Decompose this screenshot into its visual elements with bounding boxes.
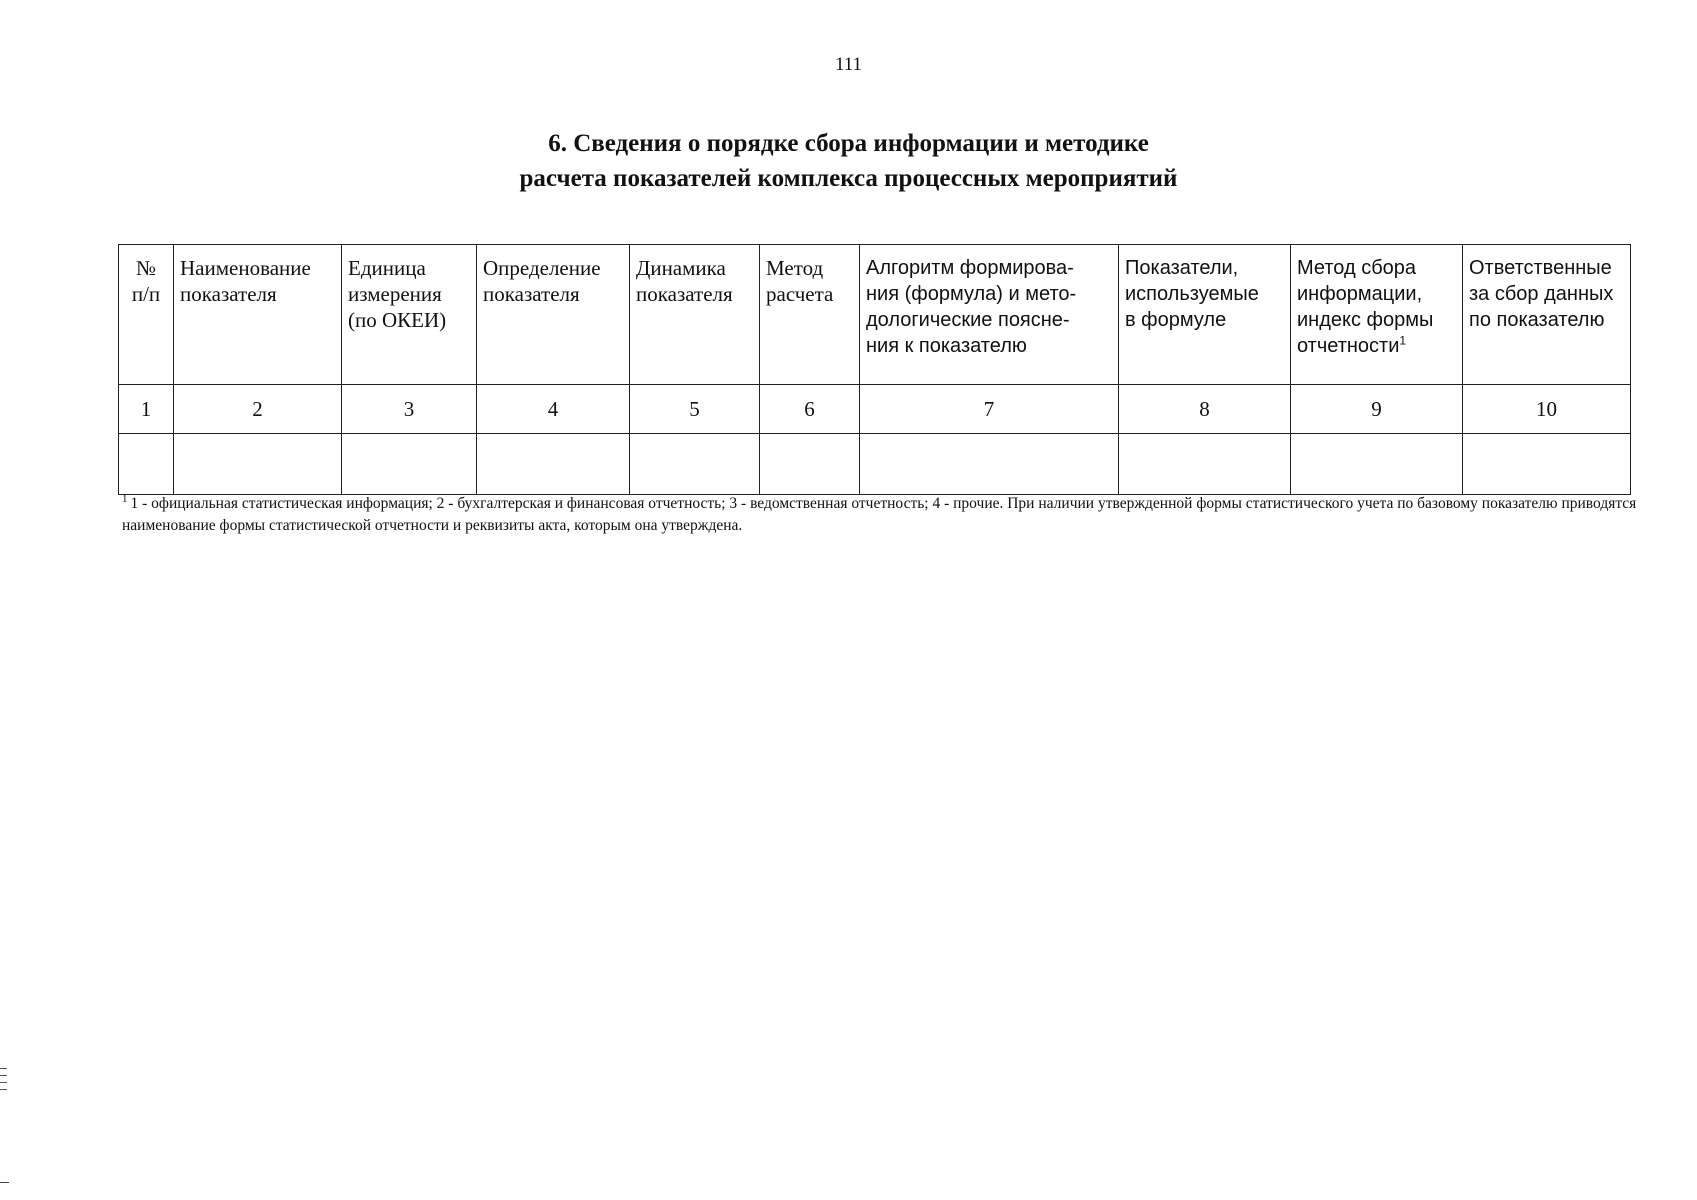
footnote-text: 1 - официальная статистическая информация; 2 - бухгалтерская и финансовая отчетность; 3 - ведомственная отчетность; 4 - прочие. При наличии утвержденной формы статистического учета по базовому показателю приводятся наименование формы статистической отчетности и реквизиты акта, которым она утверждена. [122, 495, 1637, 534]
footnote [122, 493, 1642, 537]
indicators-info-table [118, 244, 1631, 495]
header-text-line: в формуле [1125, 309, 1227, 331]
header-text-line: Алгоритм формирова- [866, 257, 1074, 279]
header-text-line: расчета [766, 282, 834, 306]
table-cell [1119, 434, 1291, 495]
header-text-line: Динамика [636, 256, 726, 280]
header-text-line: Единица [348, 256, 426, 280]
header-text-line: Наименование [180, 256, 311, 280]
table-cell [119, 434, 174, 495]
header-text-segment: отчетности [1297, 335, 1400, 357]
column-number-row [119, 385, 1631, 434]
header-text-line: показателя [636, 282, 733, 306]
header-unit [342, 245, 477, 385]
header-text-line: Показатели, [1125, 257, 1239, 279]
header-row [119, 245, 1631, 385]
title-line-2: расчета показателей комплекса процессных мероприятий [519, 165, 1178, 192]
header-text-line: Определение [483, 256, 601, 280]
header-text-line: Метод [766, 256, 824, 280]
table-cell [477, 434, 630, 495]
header-dynamics [630, 245, 760, 385]
page-number: 111 [834, 54, 863, 75]
header-text-line: Метод сбора [1297, 257, 1417, 279]
table-cell [860, 434, 1119, 495]
table-row [119, 434, 1631, 495]
header-text-line [1297, 333, 1456, 359]
table-cell [174, 434, 342, 495]
header-responsible [1463, 245, 1631, 385]
column-number: 6 [760, 385, 860, 434]
header-indicator-name [174, 245, 342, 385]
header-text-line: индекс формы [1297, 309, 1434, 331]
header-algorithm [860, 245, 1119, 385]
header-collection-method [1291, 245, 1463, 385]
table-cell [342, 434, 477, 495]
header-text-line: показателя [483, 282, 580, 306]
header-text-line: по показателю [1469, 309, 1605, 331]
column-number: 3 [342, 385, 477, 434]
header-text-line: (по ОКЕИ) [348, 308, 447, 332]
column-number: 4 [477, 385, 630, 434]
header-text-line: используемые [1125, 283, 1259, 305]
header-number-line-2: п/п [131, 282, 161, 306]
header-text-line: ния (формула) и мето- [866, 283, 1077, 305]
footnote-mark: 1 [122, 492, 128, 505]
table-cell [760, 434, 860, 495]
header-number [119, 245, 174, 385]
scan-margin-dash [0, 1182, 9, 1183]
column-number: 1 [119, 385, 174, 434]
header-text-line: показателя [180, 282, 277, 306]
header-definition [477, 245, 630, 385]
column-number: 2 [174, 385, 342, 434]
footnote-reference: 1 [1399, 333, 1407, 348]
header-text-line: за сбор данных [1469, 283, 1614, 305]
scan-margin-marks [0, 1068, 8, 1096]
column-number: 10 [1463, 385, 1631, 434]
header-formula-indicators [1119, 245, 1291, 385]
header-number-line-1: № [135, 256, 157, 280]
header-text-line: дологические поясне- [866, 309, 1070, 331]
column-number: 9 [1291, 385, 1463, 434]
header-text-line: информации, [1297, 283, 1423, 305]
header-text-line: ния к показателю [866, 335, 1027, 357]
column-number: 8 [1119, 385, 1291, 434]
column-number: 7 [860, 385, 1119, 434]
page-title [0, 126, 1697, 196]
table-cell [1291, 434, 1463, 495]
table-cell [630, 434, 760, 495]
header-text-line: измерения [348, 282, 442, 306]
title-line-1: 6. Сведения о порядке сбора информации и методике [548, 130, 1149, 157]
column-number: 5 [630, 385, 760, 434]
table-cell [1463, 434, 1631, 495]
header-text-line: Ответственные [1469, 257, 1612, 279]
header-calc-method [760, 245, 860, 385]
